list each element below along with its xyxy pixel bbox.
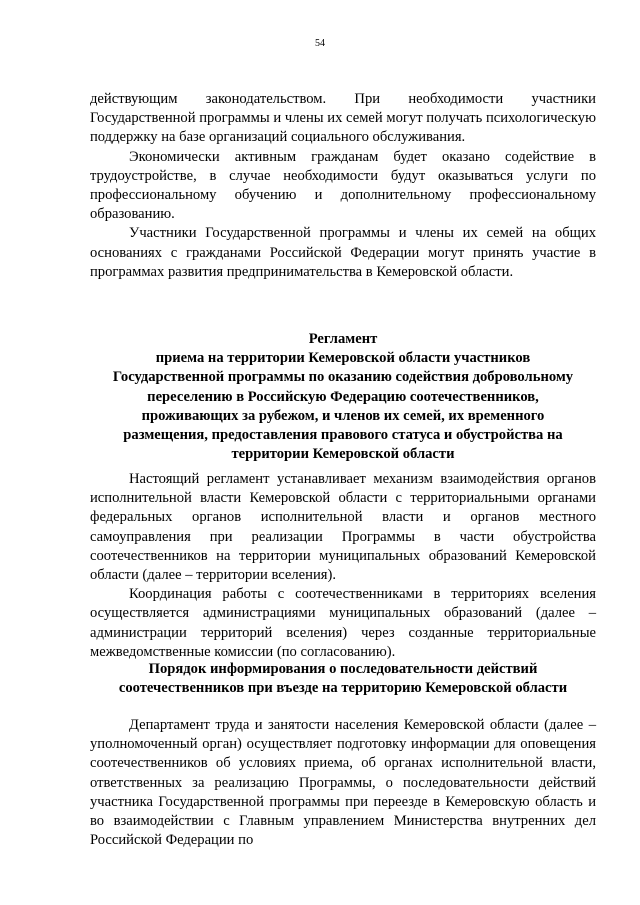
regulation-paragraph-2: Координация работы с соотечественниками в территориях вселения осуществляется администрациями муниципальных образований (далее – администрации территорий вселения) через созданные территориальные межведомственные комиссии (по согласованию). (90, 586, 596, 660)
intro-paragraph-1: действующим законодательством. При необходимости участники Государственной программы и члены их семей могут получать психологическую поддержку на базе организаций социального обслуживания. (90, 91, 596, 146)
intro-paragraph-3: Участники Государственной программы и члены их семей на общих основаниях с гражданами Российской Федерации могут принять участие в программах развития предпринимательства в Кемеровской области. (90, 225, 596, 280)
intro-paragraph-2: Экономически активным гражданам будет оказано содействие в трудоустройстве, в случае необходимости будут оказываться услуги по профессиональному обучению и дополнительному профессиональному образованию. (90, 148, 596, 223)
procedure-heading-line: Порядок информирования о последовательности действий (148, 661, 538, 677)
page-number: 54 (315, 38, 325, 49)
intro-section (90, 90, 596, 282)
procedure-heading-line: соотечественников при въезде на территорию Кемеровской области (118, 680, 568, 697)
regulation-heading (90, 330, 596, 464)
regulation-subtitle-line: размещения, предоставления правового статуса и обустройства на (123, 427, 563, 444)
regulation-body (90, 470, 596, 662)
regulation-paragraph-1: Настоящий регламент устанавливает механизм взаимодействия органов исполнительной власти Кемеровской области с территориальными органами федеральных органов исполнительной власти и органов местного самоуправления при реализации Программы в части обустройства соотечественников на территории муниципальных образований Кемеровской области (далее – территории вселения). (90, 471, 596, 584)
regulation-subtitle-line: проживающих за рубежом, и членов их семей, их временного (141, 407, 545, 424)
regulation-subtitle-line: Государственной программы по оказанию содействия добровольному (112, 369, 574, 386)
regulation-subtitle-line: приема на территории Кемеровской области участников (155, 350, 531, 367)
procedure-paragraph: Департамент труда и занятости населения Кемеровской области (далее – уполномоченный орган) осуществляет подготовку информации для оповещения соотечественников об условиях приема, об органах исполнительной власти, ответственных за реализацию Программы, о последовательности действий участника Государственной программы при переезде в Кемеровскую область и во взаимодействии с Главным управлением Министерства внутренних дел Российской Федерации по (90, 717, 596, 849)
procedure-heading (90, 660, 596, 698)
regulation-subtitle-line: территории Кемеровской области (231, 446, 455, 463)
regulation-subtitle-line: переселению в Российскую Федерацию соотечественников, (147, 388, 539, 405)
procedure-body (90, 716, 596, 850)
regulation-title: Регламент (308, 331, 378, 347)
